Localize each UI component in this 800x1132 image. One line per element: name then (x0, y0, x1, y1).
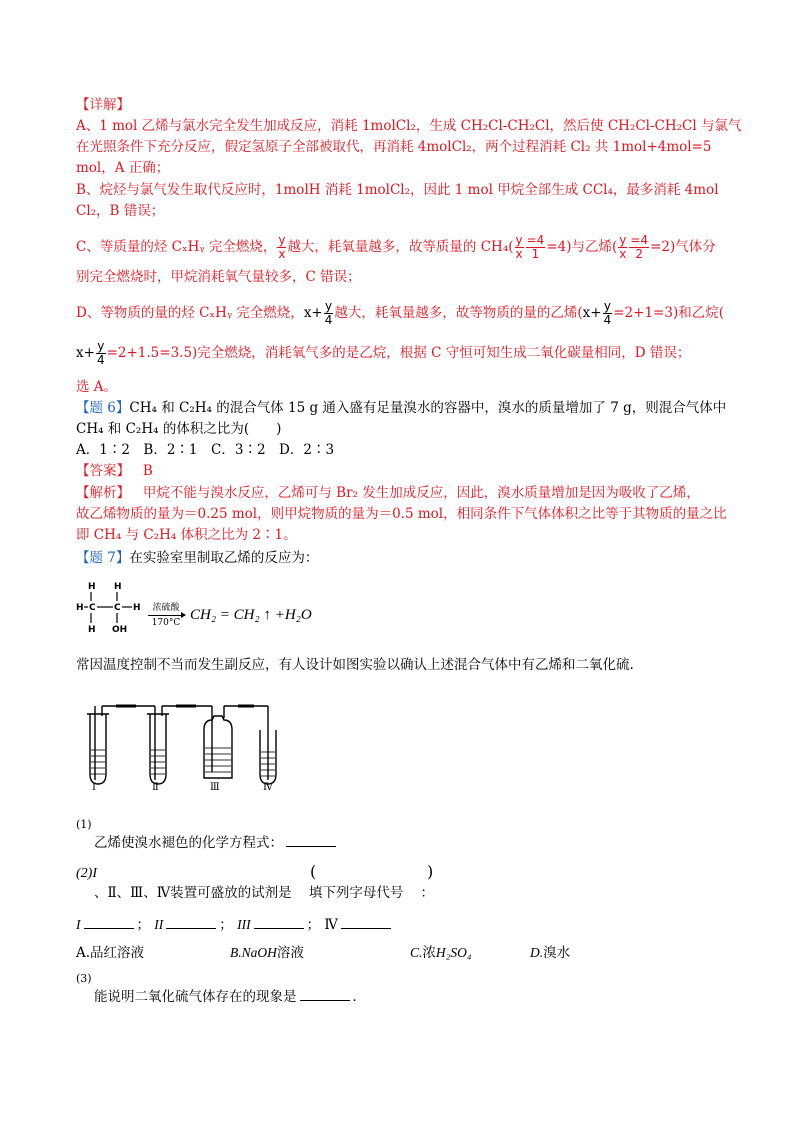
fraction-4-over-1: $\frac{=4}{1}$ (526, 233, 545, 261)
reagent-option-c: C.浓H₂SO₄ (410, 945, 472, 961)
part-1-number: (1) (76, 818, 92, 831)
fraction-y-over-x: $\frac{y}{x}$ (278, 233, 286, 261)
slot-2-label: II (154, 917, 164, 932)
question-7-tag: 【题 7】 (76, 550, 130, 566)
svg-text:C: C (114, 603, 121, 613)
part-3-number: (3) (76, 972, 92, 985)
option-c-line-1: C、等质量的烃 CₓHᵧ 完全燃烧， $\frac{y}{x}$ 越大，耗氧量越多，故等质量的 CH₄( $\frac{y}{x}$ $\frac{=4}{1}$ =4)与乙烯( $\frac{y}{x}$ $\frac{=4}{2}$ =2)气体分 (76, 233, 716, 261)
svg-text:C: C (89, 603, 96, 613)
reagent-option-a: A.品红溶液 (76, 945, 145, 961)
slot-4-label: Ⅳ (324, 917, 338, 933)
slot-2-blank[interactable] (166, 916, 216, 929)
part-3-text: 能说明二氧化硫气体存在的现象是 ． (94, 989, 366, 1005)
fraction-y-over-4: $\frac{y}{4}$ (324, 299, 333, 327)
choose-answer: 选 A。 (76, 379, 118, 395)
option-a-line-3: mol，A 正确； (76, 160, 170, 176)
part-2-open-paren: ( (310, 862, 317, 881)
ethanol-structure-diagram (76, 578, 148, 638)
option-d-line-1: D、等物质的量的烃 CₓHᵧ 完全燃烧，x+ $\frac{y}{4}$ 越大，耗氧量越多，故等物质的量的乙烯(x+ $\frac{y}{4}$ =2+1=3)和乙烷( (76, 299, 724, 327)
part-3-blank[interactable] (300, 988, 350, 1001)
reaction-temperature: 170°C (151, 618, 181, 628)
slot-1-blank[interactable] (84, 916, 134, 929)
question-7-line-1: 【题 7】在实验室里制取乙烯的反应为： (76, 550, 319, 566)
fraction-c2h4-ratio: $\frac{y}{x}$ (619, 233, 627, 261)
detail-header: 【详解】 (76, 97, 130, 113)
svg-text:H: H (76, 603, 84, 613)
svg-text:H: H (114, 582, 122, 592)
svg-text:H: H (88, 625, 96, 635)
analysis-line-1: 【解析】 甲烷不能与溴水反应，乙烯可与 Br₂ 发生加成反应，因此，溴水质量增加是因为吸收了乙烯， (76, 485, 700, 501)
apparatus-diagram (76, 702, 298, 800)
question-6-tag: 【题 6】 (76, 400, 130, 416)
fraction-y-over-4-ethane: $\frac{y}{4}$ (96, 339, 105, 367)
option-b-line-2: Cl₂，B 错误； (76, 203, 165, 219)
question-6-line-2: CH₄ 和 C₂H₄ 的体积之比为( ) (76, 421, 282, 437)
analysis-line-2: 故乙烯物质的量为＝0.25 mol，则甲烷物质的量为＝0.5 mol，相同条件下气体体积之比等于其物质的量之比 (76, 506, 727, 522)
apparatus-label-4: Ⅳ (263, 782, 273, 793)
question-7-line-2: 常因温度控制不当而发生副反应，有人设计如图实验以确认上述混合气体中有乙烯和二氧化硫. (76, 657, 634, 673)
part-2-answer-slots: I ； II ； III ； Ⅳ (76, 916, 394, 934)
part-2-close-paren: ) (427, 862, 434, 881)
part-2-number: (2)I (76, 866, 97, 881)
part-2-text: 、Ⅱ、Ⅲ、Ⅳ装置可盛放的试剂是 填下列字母代号 ： (94, 885, 435, 901)
fraction-y-over-4-ethene: $\frac{y}{4}$ (603, 299, 612, 327)
slot-3-label: III (237, 917, 251, 932)
slot-3-blank[interactable] (254, 916, 304, 929)
ethanol-structure (76, 578, 148, 638)
question-6-options: A．1∶2 B．2∶1 C．3∶2 D．2∶3 (76, 442, 335, 458)
option-c-line-2: 别完全燃烧时，甲烷消耗氧气量较多，C 错误； (76, 269, 361, 285)
reagent-option-b: B.NaOH溶液 (230, 945, 304, 961)
analysis-line-3: 即 CH₄ 与 C₂H₄ 体积之比为 2∶1。 (76, 527, 297, 543)
option-a-line-1: A、1 mol 乙烯与氯水完全发生加成反应，消耗 1molCl₂，生成 CH₂Cl-CH₂Cl，然后使 CH₂Cl-CH₂Cl 与氯气 (76, 118, 742, 134)
svg-text:OH: OH (112, 625, 128, 635)
apparatus-label-1: Ⅰ (92, 782, 96, 793)
slot-1-label: I (76, 917, 81, 932)
analysis-tag: 【解析】 (76, 485, 130, 501)
reaction-arrow (148, 615, 184, 616)
part-1-blank[interactable] (286, 834, 336, 847)
reaction-products: CH₂ = CH₂ ↑ +H₂O (190, 607, 312, 623)
option-a-line-2: 在光照条件下充分反应，假定氢原子全部被取代，再消耗 4molCl₂，两个过程消耗 Cl₂ 共 1mol+4mol=5 (76, 139, 712, 155)
fraction-4-over-2: $\frac{=4}{2}$ (630, 233, 649, 261)
apparatus-label-3: Ⅲ (210, 782, 220, 793)
option-d-line-2: x+ $\frac{y}{4}$ =2+1.5=3.5)完全燃烧，消耗氧气多的是乙烷，根据 C 守恒可知生成二氧化碳量相同，D 错误； (76, 339, 691, 367)
svg-text:H: H (133, 603, 141, 613)
reagent-option-d: D.溴水 (530, 945, 571, 961)
answer-line (76, 462, 153, 480)
question-6-line-1: 【题 6】CH₄ 和 C₂H₄ 的混合气体 15 g 通入盛有足量溴水的容器中，溴水的质量增加了 7 g，则混合气体中 (76, 400, 727, 416)
slot-4-blank[interactable] (341, 916, 391, 929)
part-1-text: 乙烯使溴水褪色的化学方程式： (94, 834, 339, 852)
apparatus-label-2: Ⅱ (152, 782, 159, 793)
answer-value: B (142, 463, 153, 479)
svg-text:H: H (88, 582, 96, 592)
reaction-catalyst: 浓硫酸 (152, 603, 180, 613)
fraction-ch4-ratio: $\frac{y}{x}$ (515, 233, 523, 261)
option-b-line-1: B、烷烃与氯气发生取代反应时，1molH 消耗 1molCl₂，因此 1 mol 甲烷全部生成 CCl₄，最多消耗 4mol (76, 182, 719, 198)
answer-tag: 【答案】 (76, 463, 130, 479)
